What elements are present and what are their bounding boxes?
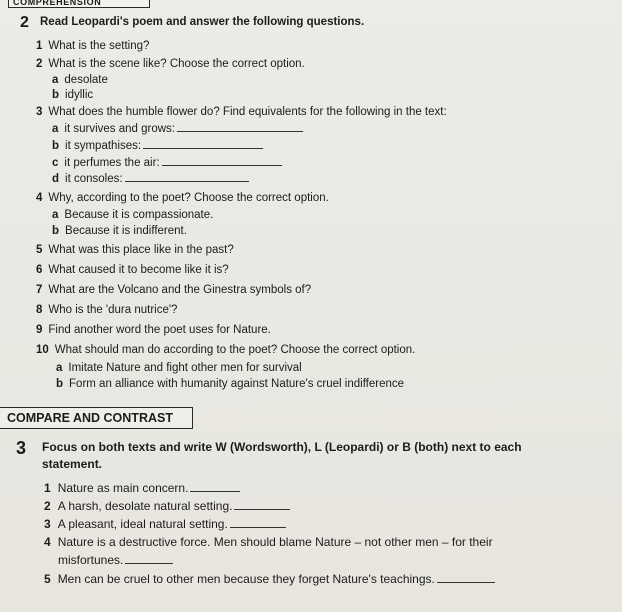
- exercise-3-title-line1: Focus on both texts and write W (Wordsworth), L (Leopardi) or B (both) next to each: [42, 440, 522, 454]
- exercise-2-number: 2: [20, 14, 29, 31]
- question-8: 8 Who is the 'dura nutrice'?: [36, 304, 178, 316]
- statement-5: 5 Men can be cruel to other men because they forget Nature's teachings.: [44, 572, 495, 586]
- answer-blank[interactable]: [125, 180, 249, 182]
- statement-4: 4 Nature is a destructive force. Men should blame Nature – not other men – for their: [44, 535, 493, 549]
- answer-blank[interactable]: [437, 581, 495, 583]
- answer-blank[interactable]: [162, 164, 282, 166]
- answer-blank[interactable]: [125, 562, 173, 564]
- q3-item-b: b it sympathises:: [52, 140, 263, 152]
- statement-3: 3 A pleasant, ideal natural setting.: [44, 517, 286, 531]
- statement-1: 1 Nature as main concern.: [44, 481, 240, 495]
- q4-option-a: a Because it is compassionate.: [52, 209, 214, 221]
- q4-option-b: b Because it is indifferent.: [52, 225, 187, 237]
- question-6: 6 What caused it to become like it is?: [36, 264, 229, 276]
- question-4: 4 Why, according to the poet? Choose the correct option.: [36, 192, 329, 204]
- compare-and-contrast-heading: COMPARE AND CONTRAST: [0, 407, 193, 429]
- question-7: 7 What are the Volcano and the Ginestra symbols of?: [36, 284, 312, 296]
- answer-blank[interactable]: [234, 508, 290, 510]
- exercise-3-number: 3: [16, 438, 27, 458]
- q2-option-a: a desolate: [52, 74, 108, 86]
- question-3: 3 What does the humble flower do? Find equivalents for the following in the text:: [36, 106, 447, 118]
- answer-blank[interactable]: [177, 130, 303, 132]
- answer-blank[interactable]: [230, 526, 286, 528]
- question-10: 10 What should man do according to the poet? Choose the correct option.: [36, 344, 416, 356]
- answer-blank[interactable]: [190, 490, 240, 492]
- q10-option-b: b Form an alliance with humanity against Nature's cruel indifference: [56, 378, 405, 390]
- question-2: 2 What is the scene like? Choose the correct option.: [36, 58, 305, 70]
- answer-blank[interactable]: [143, 147, 263, 149]
- q3-item-c: c it perfumes the air:: [52, 157, 282, 169]
- question-5: 5 What was this place like in the past?: [36, 244, 234, 256]
- exercise-2-title: Read Leopardi's poem and answer the following questions.: [40, 16, 365, 28]
- statement-4-continued: misfortunes.: [58, 553, 173, 567]
- q10-option-a: a Imitate Nature and fight other men for survival: [56, 362, 302, 374]
- q3-item-d: d it consoles:: [52, 173, 249, 185]
- exercise-3-title-line2: statement.: [42, 457, 103, 471]
- q2-option-b: b idyllic: [52, 89, 94, 101]
- question-9: 9 Find another word the poet uses for Nature.: [36, 324, 271, 336]
- statement-2: 2 A harsh, desolate natural setting.: [44, 499, 290, 513]
- question-1: 1 What is the setting?: [36, 40, 150, 52]
- q3-item-a: a it survives and grows:: [52, 123, 303, 135]
- comprehension-tag: COMPREHENSION: [8, 0, 150, 8]
